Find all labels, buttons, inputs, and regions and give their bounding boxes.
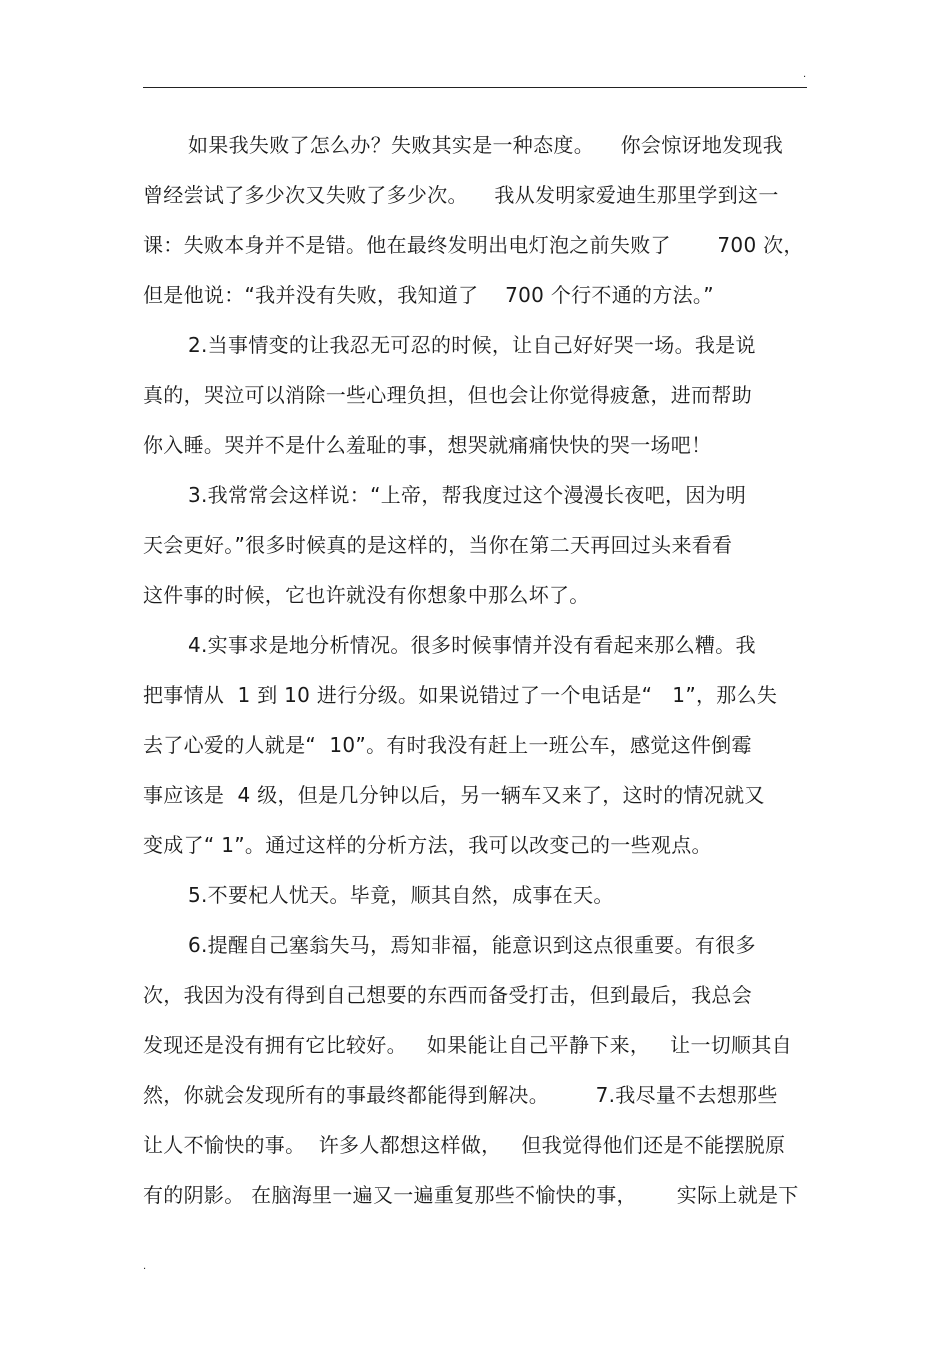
- text-line: 如果我失败了怎么办？失败其实是一种态度。 你会惊讶地发现我: [188, 133, 784, 157]
- header-rule: [143, 87, 807, 88]
- text-line: 变成了“ 1”。通过这样的分析方法，我可以改变己的一些观点。: [143, 833, 712, 857]
- text-line: 次，我因为没有得到自己想要的东西而备受打击，但到最后，我总会: [143, 983, 752, 1007]
- text-line: 6.提醒自己塞翁失马，焉知非福，能意识到这点很重要。有很多: [188, 933, 756, 957]
- document-body: [143, 120, 807, 1220]
- text-line: 曾经尝试了多少次又失败了多少次。 我从发明家爱迪生那里学到这一: [143, 183, 779, 207]
- text-line: 事应该是 4 级，但是几分钟以后，另一辆车又来了，这时的情况就又: [143, 783, 765, 807]
- text-line: 把事情从 1 到 10 进行分级。如果说错过了一个电话是“ 1”，那么失: [143, 683, 778, 707]
- text-line: 你入睡。哭并不是什么羞耻的事，想哭就痛痛快快的哭一场吧！: [143, 433, 712, 457]
- text-line: 发现还是没有拥有它比较好。 如果能让自己平静下来， 让一切顺其自: [143, 1033, 792, 1057]
- text-line: 4.实事求是地分析情况。很多时候事情并没有看起来那么糟。我: [188, 633, 756, 657]
- text-line: 2.当事情变的让我忍无可忍的时候，让自己好好哭一场。我是说: [188, 333, 756, 357]
- footer-mark: .: [143, 1261, 147, 1272]
- header-mark: .: [803, 69, 807, 80]
- text-line: 这件事的时候，它也许就没有你想象中那么坏了。: [143, 583, 590, 607]
- text-line: 5.不要杞人忧天。毕竟，顺其自然，成事在天。: [188, 883, 614, 907]
- text-line: 让人不愉快的事。 许多人都想这样做， 但我觉得他们还是不能摆脱原: [143, 1133, 786, 1157]
- text-line: 有的阴影。 在脑海里一遍又一遍重复那些不愉快的事， 实际上就是下: [143, 1183, 799, 1207]
- text-line: 天会更好。”很多时候真的是这样的，当你在第二天再回过头来看看: [143, 533, 733, 557]
- text-line: 然，你就会发现所有的事最终都能得到解决。 7.我尽量不去想那些: [143, 1083, 778, 1107]
- text-line: 去了心爱的人就是“ 10”。有时我没有赶上一班公车，感觉这件倒霉: [143, 733, 752, 757]
- text-line: 但是他说：“我并没有失败，我知道了 700 个行不通的方法。”: [143, 283, 714, 307]
- text-line: 3.我常常会这样说：“上帝，帮我度过这个漫漫长夜吧，因为明: [188, 483, 747, 507]
- text-line: 课：失败本身并不是错。他在最终发明出电灯泡之前失败了 700 次，: [143, 233, 804, 257]
- text-line: 真的，哭泣可以消除一些心理负担，但也会让你觉得疲惫，进而帮助: [143, 383, 752, 407]
